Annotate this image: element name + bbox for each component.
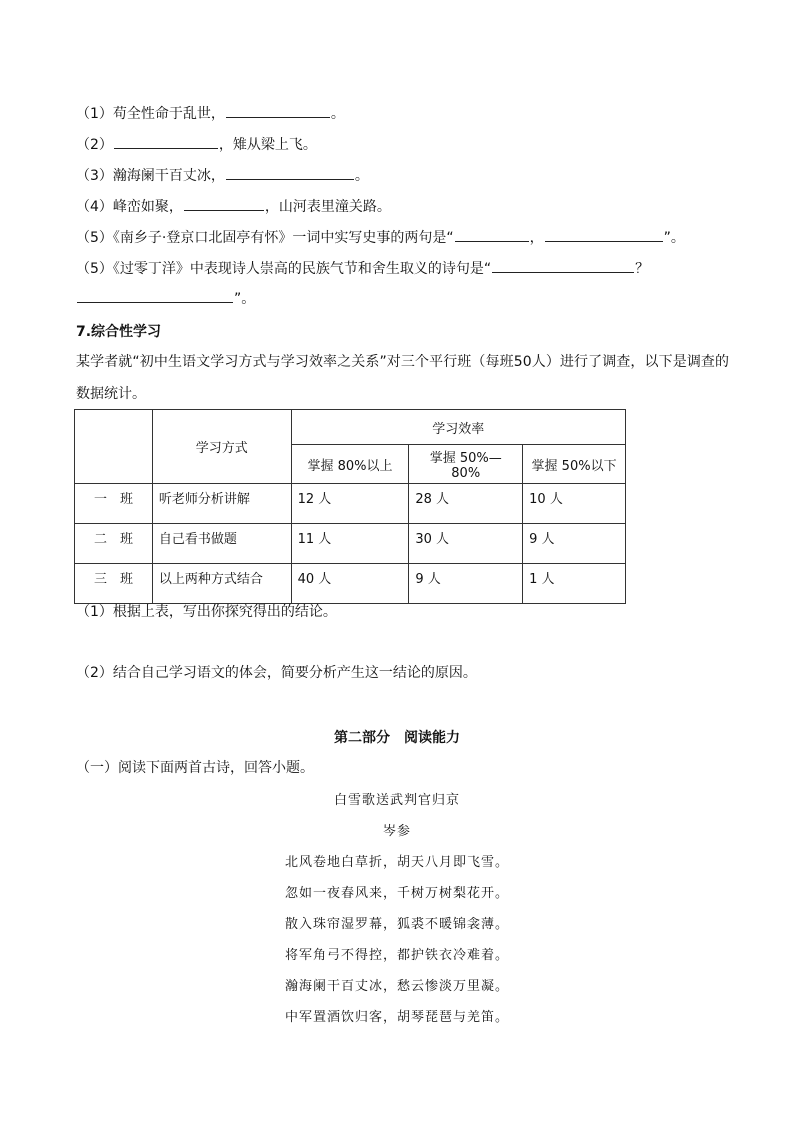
class-cell: 一 班 <box>75 484 153 524</box>
poem-line: 将军角弓不得控，都护铁衣冷难着。 <box>284 948 509 963</box>
fill-item-5-prefix: （5）《南乡子·登京口北固亭有怀》一词中实写史事的两句是“ <box>76 230 454 246</box>
poem-line: 忽如一夜春风来，千树万树梨花开。 <box>284 886 509 901</box>
value-cell: 9 人 <box>523 524 626 564</box>
value-cell: 10 人 <box>523 484 626 524</box>
class-cell: 三 班 <box>75 564 153 604</box>
answer-blank[interactable] <box>455 227 529 242</box>
fill-item-6-cont <box>76 288 255 309</box>
reading-instruction: （一）阅读下面两首古诗，回答小题。 <box>76 760 314 776</box>
table-row <box>75 564 626 604</box>
fill-item-6-middle: ？ <box>635 261 650 277</box>
intro-line-1: 某学者就“初中生语文学习方式与学习效率之关系”对三个平行班（每班50人）进行了调查，以下是调查的 <box>76 354 730 370</box>
fill-item-5-middle: ， <box>529 230 544 246</box>
part-title: 第二部分 阅读能力 <box>334 730 460 746</box>
poem-line: 北风卷地白草折，胡天八月即飞雪。 <box>284 855 509 870</box>
fill-item-4 <box>76 196 391 217</box>
subheader-cell: 掌握 50%—80% <box>409 445 523 484</box>
table-header-row <box>75 410 626 445</box>
fill-item-6-prefix: （5）《过零丁洋》中表现诗人崇高的民族气节和舍生取义的诗句是“ <box>76 261 492 277</box>
fill-item-6 <box>76 258 649 279</box>
method-cell: 自己看书做题 <box>152 524 291 564</box>
fill-item-4-prefix: （4）峰峦如聚， <box>76 199 183 215</box>
question-1: （1）根据上表，写出你探究得出的结论。 <box>76 604 337 620</box>
value-cell: 12 人 <box>291 484 409 524</box>
subheader-cell: 掌握 50%以下 <box>523 445 626 484</box>
header-method: 学习方式 <box>152 410 291 484</box>
poem-author: 岑参 <box>382 824 411 839</box>
table-corner-cell <box>75 410 153 484</box>
value-cell: 28 人 <box>409 484 523 524</box>
answer-blank[interactable] <box>226 103 330 118</box>
method-cell: 听老师分析讲解 <box>152 484 291 524</box>
fill-item-3-suffix: 。 <box>354 168 369 184</box>
section-heading: 7.综合性学习 <box>76 324 162 340</box>
table-row <box>75 484 626 524</box>
answer-blank[interactable] <box>545 227 663 242</box>
answer-blank[interactable] <box>226 165 354 180</box>
value-cell: 30 人 <box>409 524 523 564</box>
answer-blank[interactable] <box>114 134 218 149</box>
subheader-cell: 掌握 80%以上 <box>291 445 409 484</box>
question-2: （2）结合自己学习语文的体会，简要分析产生这一结论的原因。 <box>76 665 477 681</box>
intro-line-2: 数据统计。 <box>76 386 146 402</box>
fill-item-1-suffix: 。 <box>330 106 345 122</box>
value-cell: 9 人 <box>409 564 523 604</box>
poem-line: 中军置酒饮归客，胡琴琵琶与羌笛。 <box>284 1010 509 1025</box>
table-row <box>75 524 626 564</box>
class-cell: 二 班 <box>75 524 153 564</box>
fill-item-2 <box>76 134 317 155</box>
fill-item-5 <box>76 227 685 248</box>
answer-blank[interactable] <box>77 288 233 303</box>
fill-item-6-suffix: ”。 <box>234 291 256 307</box>
value-cell: 11 人 <box>291 524 409 564</box>
poem-line: 瀚海阑干百丈冰，愁云惨淡万里凝。 <box>284 979 509 994</box>
fill-item-5-suffix: ”。 <box>663 230 685 246</box>
fill-item-1 <box>76 103 345 124</box>
fill-item-3 <box>76 165 369 186</box>
poem-title: 白雪歌送武判官归京 <box>333 793 460 808</box>
fill-item-3-prefix: （3）瀚海阑干百丈冰， <box>76 168 225 184</box>
value-cell: 1 人 <box>523 564 626 604</box>
fill-item-4-suffix: ，山河表里潼关路。 <box>264 199 391 215</box>
fill-item-2-suffix: ，雉从梁上飞。 <box>218 137 317 153</box>
survey-table <box>74 409 626 604</box>
answer-blank[interactable] <box>184 196 264 211</box>
fill-item-1-prefix: （1）苟全性命于乱世， <box>76 106 225 122</box>
header-efficiency: 学习效率 <box>291 410 625 445</box>
answer-blank[interactable] <box>492 258 634 273</box>
value-cell: 40 人 <box>291 564 409 604</box>
fill-item-2-prefix: （2） <box>76 137 113 153</box>
poem-line: 散入珠帘湿罗幕，狐裘不暖锦衾薄。 <box>284 917 509 932</box>
method-cell: 以上两种方式结合 <box>152 564 291 604</box>
